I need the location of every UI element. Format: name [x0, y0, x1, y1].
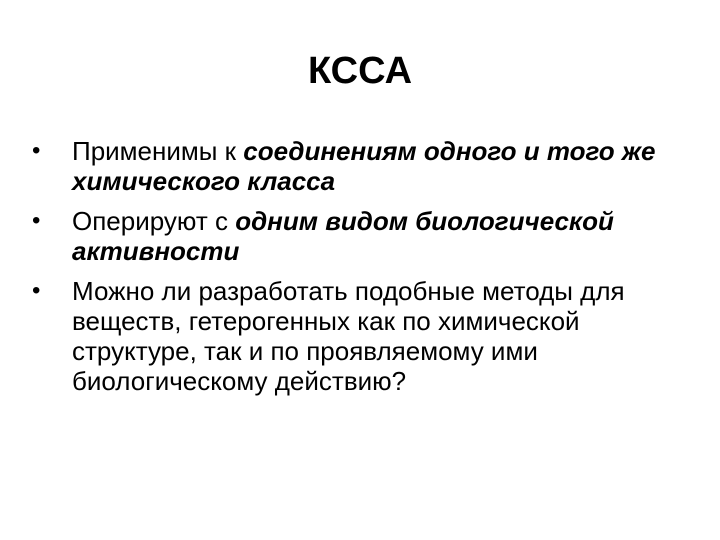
bullet-list — [32, 136, 672, 406]
bullet-item — [32, 276, 672, 396]
bullet-dot-icon: • — [32, 137, 41, 164]
bullet-text: Оперируют с — [72, 206, 236, 236]
bullet-emphasis: одним видом биологической активности — [72, 206, 614, 266]
bullet-dot-icon: • — [32, 207, 41, 234]
bullet-emphasis: соединениям одного и того же химического класса — [72, 136, 656, 196]
bullet-text: Можно ли разработать подобные методы для веществ, гетерогенных как по химической структуре, так и по проявляемому ими биологическому действию? — [72, 276, 625, 396]
bullet-item — [32, 206, 672, 266]
bullet-text: Применимы к — [72, 136, 244, 166]
bullet-item — [32, 136, 672, 196]
bullet-dot-icon: • — [32, 277, 41, 304]
slide-title: КССА — [307, 50, 413, 92]
